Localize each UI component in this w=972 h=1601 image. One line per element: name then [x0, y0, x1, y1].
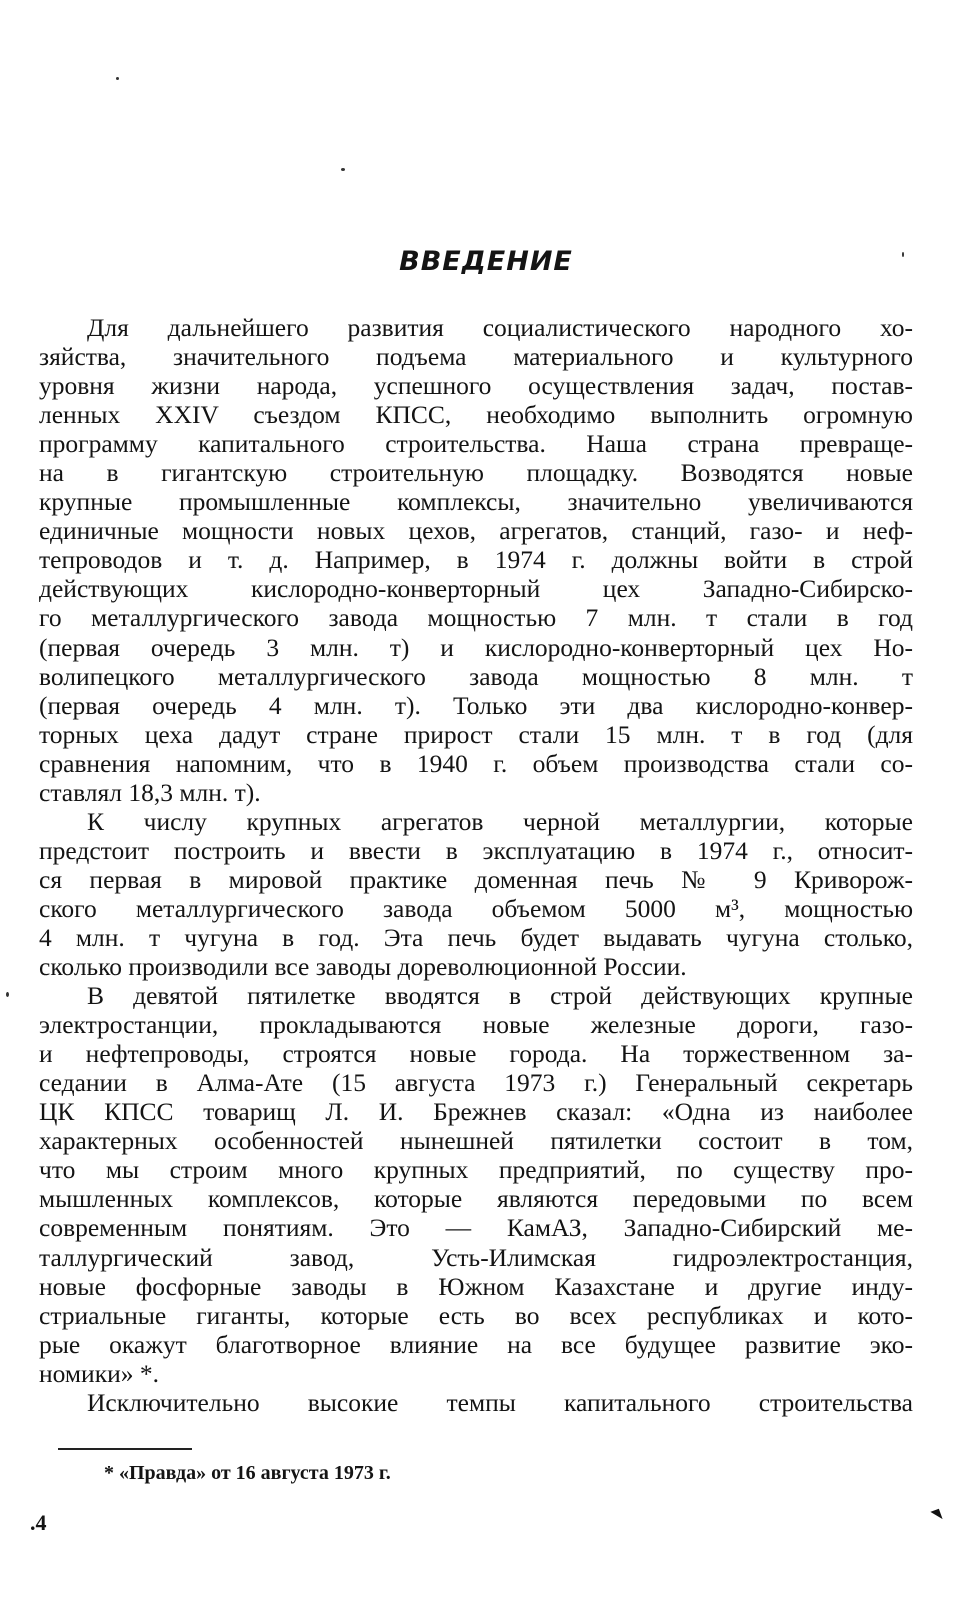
text-line: торных цеха дадут стране прирост стали 15 млн. т в год (для: [39, 719, 913, 749]
text-line: характерных особенностей нынешней пятилетки состоит в том,: [39, 1126, 913, 1156]
text-line: волипецкого металлургического завода мощностью 8 млн. т: [39, 661, 913, 691]
text-line: что мы строим много крупных предприятий, по существу про-: [39, 1155, 913, 1185]
text-line: К числу крупных агрегатов черной металлургии, которые: [87, 806, 913, 836]
text-line: единичные мощности новых цехов, агрегатов, станций, газо- и неф-: [39, 516, 913, 546]
page-number: .4: [30, 1510, 47, 1535]
print-speck: [341, 168, 345, 171]
print-speck: [6, 992, 9, 997]
paragraph-2: [39, 807, 913, 981]
text-line: (первая очередь 4 млн. т). Только эти два кислородно-конвер-: [39, 690, 913, 720]
print-speck: [116, 77, 119, 80]
text-line: го металлургического завода мощностью 7 млн. т стали в год: [39, 603, 913, 633]
text-line: программу капитального строительства. Наша страна превраще-: [39, 429, 913, 459]
text-line: ленных XXIV съездом КПСС, необходимо выполнить огромную: [39, 400, 913, 430]
text-line: Для дальнейшего развития социалистического народного хо-: [87, 313, 913, 342]
text-line: сравнения напомним, что в 1940 г. объем производства стали со-: [39, 748, 913, 778]
text-line: крупные промышленные комплексы, значительно увеличиваются: [39, 487, 913, 517]
text-line: седании в Алма-Ате (15 августа 1973 г.) Генеральный секретарь: [39, 1068, 913, 1098]
text-line: ся первая в мировой практике доменная печь № 9 Криворож-: [39, 864, 913, 894]
text-line: мышленных комплексов, которые являются передовыми по всем: [39, 1184, 913, 1214]
footnote-divider: [58, 1448, 192, 1450]
corner-mark-icon: [930, 1509, 942, 1522]
text-line: В девятой пятилетке вводятся в строй действующих крупные: [87, 981, 913, 1011]
paragraph-4: [39, 1388, 913, 1417]
text-line: предстоит построить и ввести в эксплуатацию в 1974 г., относит-: [39, 835, 913, 865]
text-line: уровня жизни народа, успешного осуществления задач, постав-: [39, 371, 913, 401]
text-line: действующих кислородно-конверторный цех Западно-Сибирско-: [39, 574, 913, 604]
text-line: ЦК КПСС товарищ Л. И. Брежнев сказал: «Одна из наиболее: [39, 1097, 913, 1127]
chapter-heading: ВВЕДЕНИЕ: [399, 246, 573, 277]
text-line: и нефтепроводы, строятся новые города. На торжественном за-: [39, 1039, 913, 1069]
text-line: 4 млн. т чугуна в год. Эта печь будет выдавать чугуна столько,: [39, 922, 913, 952]
text-line: номики» *.: [39, 1358, 159, 1388]
paragraph-3: [39, 981, 913, 1388]
text-line: современным понятиям. Это — КамАЗ, Западно-Сибирский ме-: [39, 1213, 913, 1243]
text-line: Исключительно высокие темпы капитального строительства: [87, 1387, 913, 1417]
text-line: стриальные гиганты, которые есть во всех республиках и кото-: [39, 1300, 913, 1330]
text-line: ставлял 18,3 млн. т).: [39, 777, 261, 807]
text-line: зяйства, значительного подъема материального и культурного: [39, 342, 913, 372]
text-line: тепроводов и т. д. Например, в 1974 г. должны войти в строй: [39, 545, 913, 575]
text-line: на в гигантскую строительную площадку. Возводятся новые: [39, 458, 913, 488]
text-line: рые окажут благотворное влияние на все будущее развитие эко-: [39, 1329, 913, 1359]
text-line: (первая очередь 3 млн. т) и кислородно-конверторный цех Но-: [39, 632, 913, 662]
text-line: электростанции, прокладываются новые железные дороги, газо-: [39, 1010, 913, 1040]
text-line: таллургический завод, Усть-Илимская гидроэлектростанция,: [39, 1242, 913, 1272]
text-line: ского металлургического завода объемом 5000 м³, мощностью: [39, 893, 913, 923]
text-line: сколько производили все заводы дореволюционной России.: [39, 952, 687, 982]
body-text: [39, 313, 913, 1417]
footnote: * «Правда» от 16 августа 1973 г.: [104, 1462, 391, 1484]
paragraph-1: [39, 313, 913, 807]
text-line: новые фосфорные заводы в Южном Казахстане и другие инду-: [39, 1271, 913, 1301]
